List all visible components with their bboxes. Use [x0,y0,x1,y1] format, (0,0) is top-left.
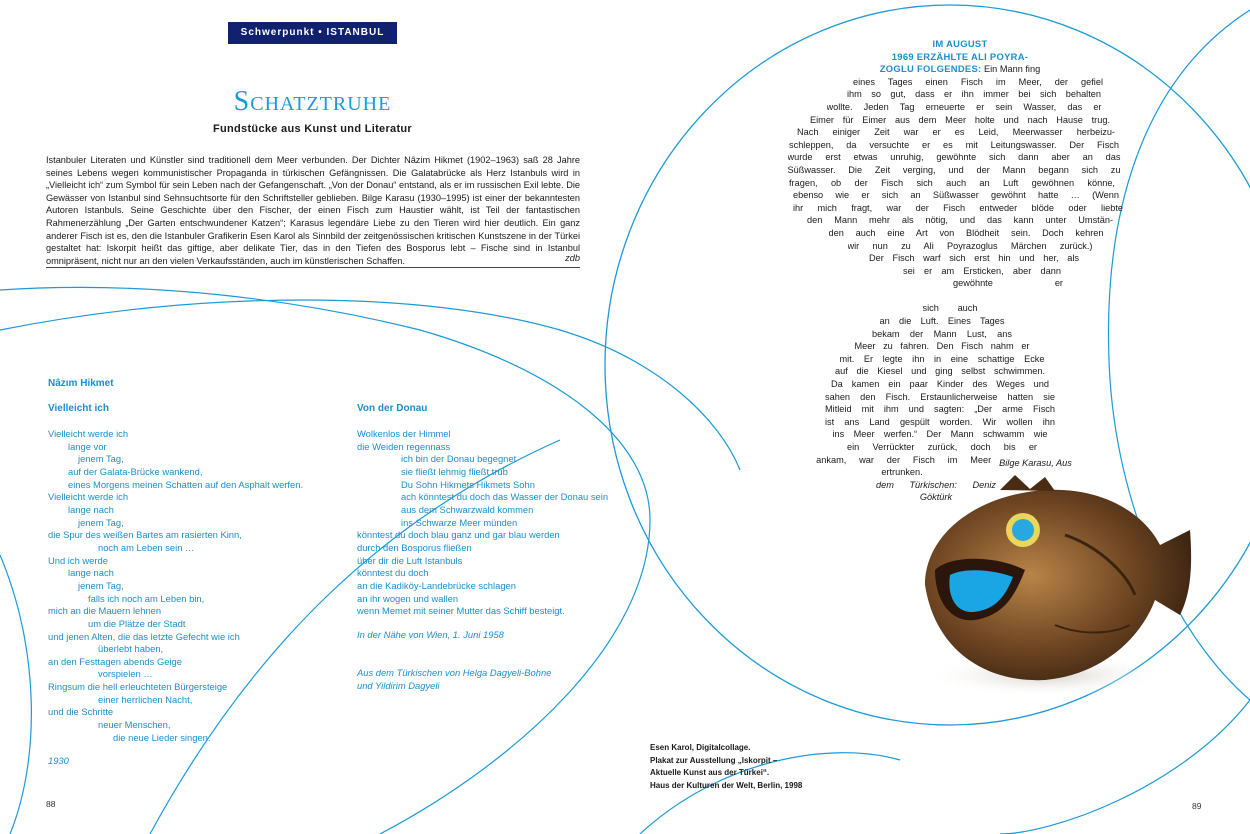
caption-line: Haus der Kulturen der Welt, Berlin, 1998 [650,781,803,791]
story-line-text: sahen den Fisch. Erstaunlicherweise hatten sie [825,391,1055,402]
story-line-text: schleppen, da versuchte er es mit Leitungswasser. Der Fisch [789,139,1119,150]
poem-line: lange vor [68,440,107,452]
page-number-right: 89 [1192,801,1202,811]
story-line-text: ankam, war der Fisch im Meer [816,454,992,465]
story-first-words: Ein Mann fing [984,64,1041,75]
story-line [732,328,1152,341]
story-line [744,151,1164,164]
story-line-text: an die Luft. Eines Tages [879,316,1005,327]
story-line [744,139,1164,152]
story-line [732,340,1152,353]
story-line [748,202,1168,215]
story-lead-line: IM AUGUST [932,38,988,49]
story-line [750,290,1170,303]
poem2-place-date: In der Nähe von Wien, 1. Juni 1958 [357,629,504,640]
intro-signature: zdb [565,253,580,263]
translation-line: und Yildirim Dagyeli [357,679,440,691]
poem-line: aus dem Schwarzwald kommen [401,503,534,515]
story-line [772,265,1192,278]
story-line-text: dem Türkischen: Deniz [876,479,996,490]
story-line [764,252,1184,265]
poem-line: könntest du doch [357,567,429,579]
poem-line: sie fließt lehmig fließt trüb [401,465,508,477]
story-line-text: ertrunken. [881,467,923,478]
page-title: Schatztruhe [233,86,392,117]
poem2-body [357,428,608,618]
poem-line: wenn Memet mit seiner Mutter das Schiff besteigt. [357,605,565,617]
poem-line: jenem Tag, [78,453,124,465]
poem1-year: 1930 [48,755,69,766]
story-line [730,365,1150,378]
story-line [742,177,1162,190]
poem2-translation [357,667,551,692]
story-line-text: Göktürk [919,492,953,503]
poem-line: ich bin der Donau begegnet [401,453,517,465]
caption-line: Plakat zur Ausstellung „Iskorpit – [650,755,778,765]
poem2-title: Von der Donau [357,403,428,414]
caption-line: Esen Karol, Digitalcollage. [650,743,751,752]
story-line-text: fragen, ob der Fisch sich auch an Luft gewöhnen könne, [789,177,1115,188]
poem-line: Vielleicht werde ich [48,491,129,503]
fish-collage-icon [905,475,1195,705]
poem-line: Wolkenlos der Himmel [357,428,451,439]
story-line-text: Der Fisch warf sich erst hin und her, als [869,253,1079,264]
story-line-text: gewöhnte er [953,278,1063,289]
story-line-text: Nach einiger Zeit war er es Leid, Meerwasser herbeizu- [797,127,1115,138]
story-line-text: wurde erst etwas unruhig, gewöhnte sich dann aber an das [787,152,1121,163]
poem-line: an ihr wogen und wallen [357,592,459,604]
poem-line: noch am Leben sein … [98,541,195,553]
story-line [746,189,1166,202]
story-line-text: den Mann mehr als nötig, und das kann unter Umstän- [807,215,1113,226]
poem1-body [48,428,303,744]
story-line [740,302,1160,315]
poem-line: vorspielen … [98,668,153,680]
poem-line: eines Morgens meinen Schatten auf den Asphalt werfen. [68,478,304,490]
poem-line: die neue Lieder singen. [113,731,211,743]
story-line-text: Eimer für Eimer aus dem Meer holte und nach Hause trug. [810,114,1110,125]
translation-line: Aus dem Türkischen von Helga Dagyeli-Bohne [357,667,552,678]
page-subtitle: Fundstücke aus Kunst und Literatur [212,123,413,135]
poem-line: falls ich noch am Leben bin, [88,592,205,604]
story-line-text: wir nun zu Ali Poyrazoglus Märchen zurück.) [847,240,1093,251]
poem-line: Vielleicht werde ich [48,428,129,439]
story-line [756,227,1176,240]
poem-line: Ringsum die hell erleuchteten Bürgersteige [48,681,228,693]
story-line-text: sich auch [922,303,978,314]
story-line [730,391,1150,404]
story-line [750,114,1170,127]
story-line-text: ist ans Land gespült worden. Wir wollen ihn [825,416,1055,427]
image-caption [650,742,802,793]
story-line-text: Meer zu fahren. Den Fisch nahm er [854,341,1030,352]
story-line [746,126,1166,139]
story-line [734,454,1154,467]
story-credit: Bilge Karasu, Aus [999,458,1072,469]
poem-line: einer herrlichen Nacht, [98,693,193,705]
caption-line: Aktuelle Kunst aus der Türkei“. [650,768,770,778]
story-line-text: eines Tages einen Fisch im Meer, der gefiel [853,76,1103,87]
story-line-text: Da kamen ein paar Kinder des Weges und [831,379,1049,390]
poem-line: lange nach [68,503,114,515]
poem1-author: Nâzım Hikmet [48,378,114,389]
story-line-text: auf die Kiesel und ging selbst schwimmen. [835,366,1045,377]
poem-line: mich an die Mauern lehnen [48,605,162,617]
poem-line: Und ich werde [48,554,108,566]
story-line-text: bekam der Mann Lust, ans [872,328,1012,339]
story-line [760,240,1180,253]
poem-line: überlebt haben, [98,643,164,655]
poem-line: ach könntest du doch das Wasser der Donau sein [401,491,609,503]
story-body [750,76,1170,504]
story-lead-emph: ZOGLU FOLGENDES: [879,63,982,75]
story-line-text: Mitleid mit ihm und sagten: „Der arme Fisch [825,404,1055,415]
poem-line: und jenen Alten, die das letzte Gefecht wie ich [48,630,240,642]
story-line [744,164,1164,177]
poem-line: an die Kadiköy-Landebrücke schlagen [357,579,516,591]
poem-line: auf der Galata-Brücke wankend, [68,465,203,477]
poem-line: über dir die Luft Istanbuls [357,554,463,566]
story-line-text: ihr mich fragt, war der Fisch entweder blöde oder liebte [793,202,1123,213]
story-line-text: mit. Er legte ihn in eine schattige Ecke [839,353,1045,364]
poem-line: an den Festtagen abends Geige [48,655,182,667]
story-line [730,428,1150,441]
poem-line: könntest du doch blau ganz und gar blau werden [357,529,560,541]
story-line [750,214,1170,227]
poem-line: ins Schwarze Meer münden [401,516,518,528]
story-line [730,416,1150,429]
story-line [732,441,1152,454]
poem-line: jenem Tag, [78,579,124,591]
poem-line: und die Schritte [48,706,114,718]
story-line-text: ebenso wie er sich an Süßwasser gewöhnt hatte … (Wenn [793,190,1119,201]
story-line-text: ihm so gut, dass er ihn immer bei sich behalten [847,89,1101,100]
story-line-text: Süßwasser. Die Zeit verging, und der Mann begann sich zu [787,164,1121,175]
story-line-text: ein Verrückter zurück, doch bis er [847,442,1037,452]
poem-line: die Spur des weißen Bartes am rasierten Kinn, [48,529,242,541]
story-line [730,378,1150,391]
story-column [750,38,1170,504]
story-line-text: ins Meer werfen.“ Der Mann schwamm wie [832,429,1048,440]
story-line-text: sei er am Ersticken, aber dann [903,265,1061,276]
story-line [798,277,1218,290]
poem1-title: Vielleicht ich [48,403,109,414]
poem-line: um die Plätze der Stadt [88,617,186,629]
poem-line: Du Sohn Hikmets Hikmets Sohn [401,478,535,490]
intro-paragraph: Istanbuler Literaten und Künstler sind traditionell dem Meer verbunden. Der Dichter Nâzim Hikmet (1902–1963) saß 28 Jahre seines Lebens wegen kommunistischer Propaganda in türkischen Gefängnissen. Die Galatabrücke als Herz Istanbuls wird in „Vielleicht ich“ zum Symbol für sein Leben nach der Gefangenschaft. „Von der Donau“ entstand, als er im russischen Exil lebte. Die Gewässer von Istanbul sind Sehnsuchtsorte für den Schriftsteller geblieben. Bilge Karasu (1930–1995) ist einer der bekanntesten Autoren Istanbuls. Seine Geschichte über den Fischer, der einen Fisch zum Haustier wählt, ist Teil der fantastischen Rahmenerzählung „Der Garten entschwundener Katzen“; Karasus legendäre Liebe zu den Tieren wird hier deutlich. Ein ganz anderer Fisch ist es, den die Istanbuler Grafikerin Esen Karol als Sinnbild der zeitgenössischen kritischen Kunstszene in der Türkei gestaltet hat: Iskorpit heißt das giftige, aber delikate Tier, das in den Tiefen des Bosporus lebt – Fische sind in Istanbul omnipräsent, nicht nur an den vielen Verkaufsständen, auch im künstlerischen Schaffen. [46,155,580,266]
story-line [732,353,1152,366]
story-line [732,315,1152,328]
page-number-left: 88 [46,799,56,809]
story-line [754,101,1174,114]
story-line-text: wollte. Jeden Tag erneuerte er sein Wasser, das er [826,101,1102,112]
section-tag: Schwerpunkt • ISTANBUL [228,22,397,44]
story-line [768,76,1188,89]
intro-divider [46,267,580,268]
poem-line: neuer Menschen, [98,719,171,731]
poem-line: durch den Bosporus fließen [357,541,472,553]
poem-line: lange nach [68,567,114,579]
poem-line: jenem Tag, [78,516,124,528]
story-lead-line: 1969 ERZÄHLTE ALI POYRA- [891,50,1029,62]
story-line [730,403,1150,416]
poem-line: die Weiden regennass [357,440,451,452]
story-line-text: den auch eine Art von Blödheit sein. Doch kehren [828,227,1104,238]
story-lead-line [750,63,1170,76]
story-line [764,88,1184,101]
